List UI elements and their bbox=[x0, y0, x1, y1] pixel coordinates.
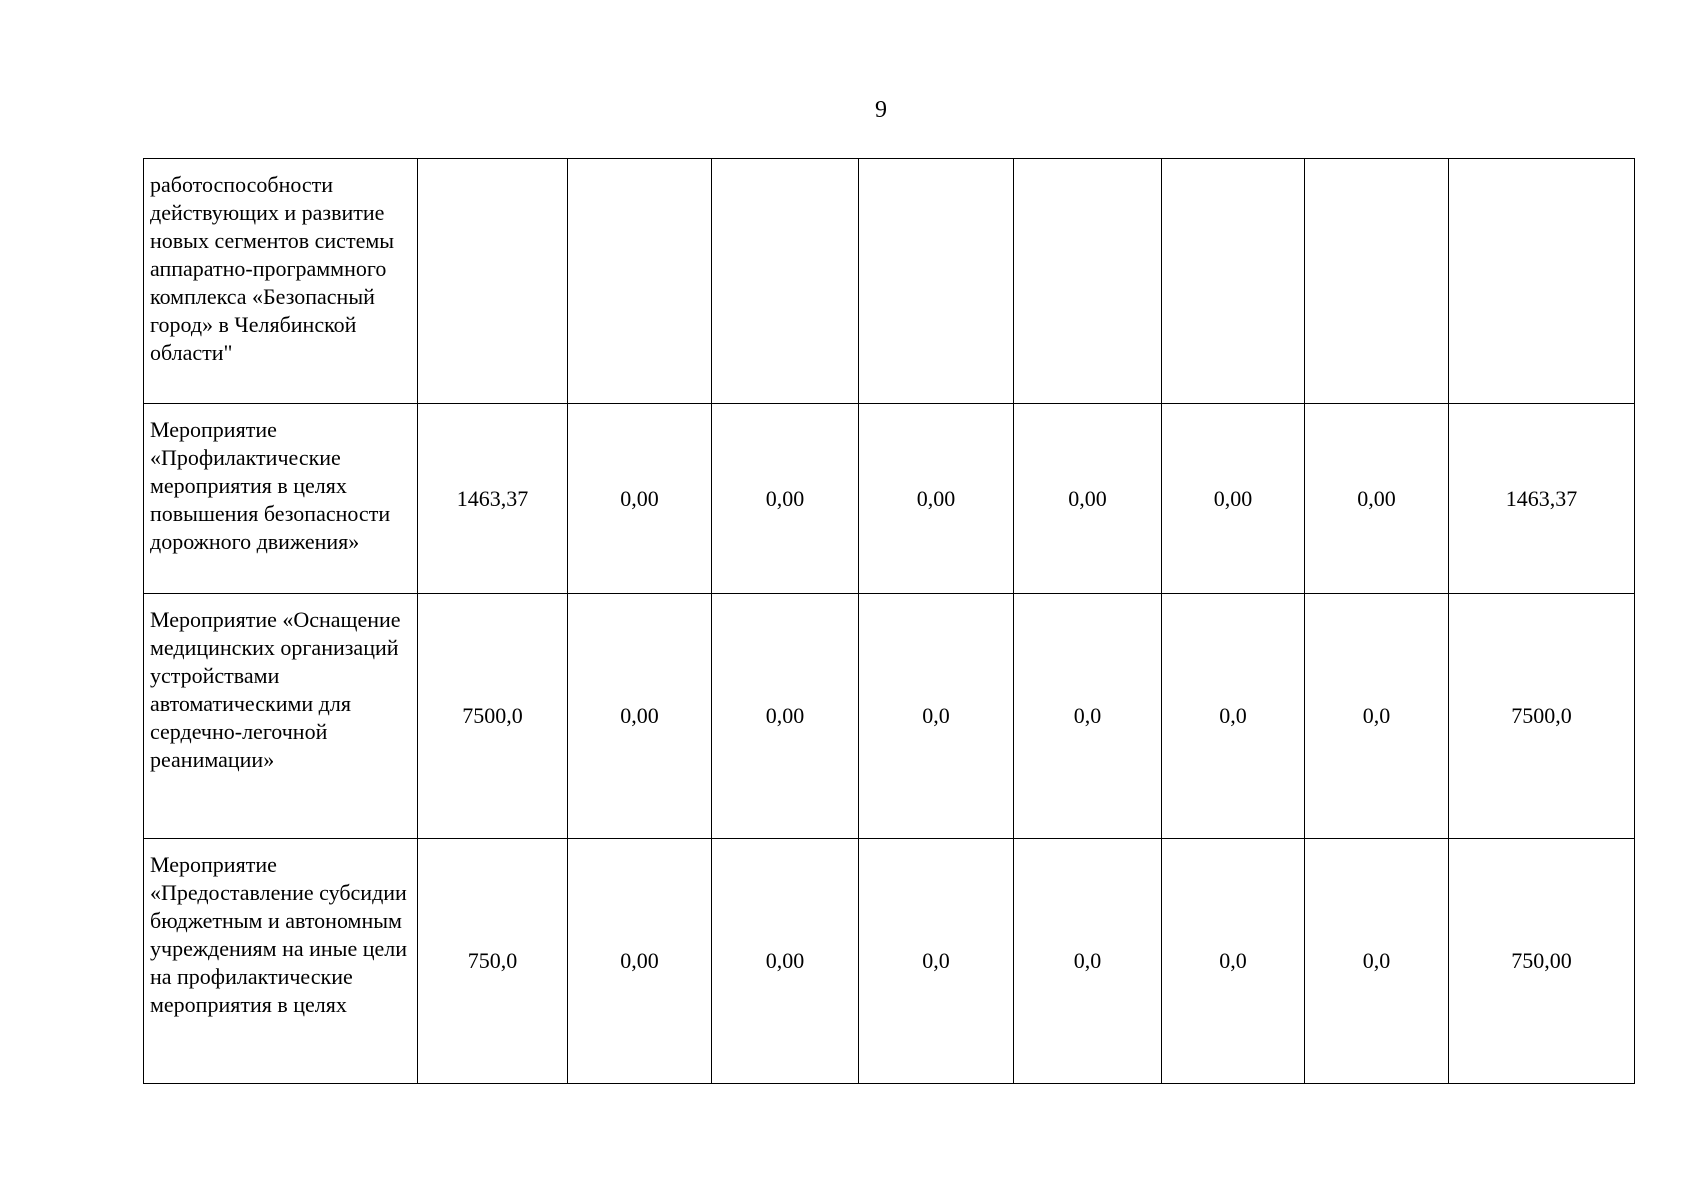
value-cell: 0,00 bbox=[568, 839, 712, 1084]
value-cell: 750,0 bbox=[418, 839, 568, 1084]
row-description: Мероприятие «Профилактические мероприятия в целях повышения безопасности дорожного движения» bbox=[144, 404, 418, 594]
value-cell: 0,00 bbox=[859, 404, 1014, 594]
row-description: Мероприятие «Оснащение медицинских организаций устройствами автоматическими для сердечно-легочной реанимации» bbox=[144, 594, 418, 839]
total-cell: 7500,0 bbox=[1449, 594, 1635, 839]
value-cell: 0,0 bbox=[1305, 594, 1449, 839]
table-row bbox=[144, 159, 1635, 404]
value-cell bbox=[859, 159, 1014, 404]
value-cell bbox=[418, 159, 568, 404]
value-cell bbox=[1014, 159, 1162, 404]
row-description: Мероприятие «Предоставление субсидии бюджетным и автономным учреждениям на иные цели на профилактические мероприятия в целях bbox=[144, 839, 418, 1084]
value-cell: 0,00 bbox=[568, 594, 712, 839]
value-cell: 0,0 bbox=[859, 594, 1014, 839]
table-row bbox=[144, 594, 1635, 839]
value-cell: 0,00 bbox=[712, 594, 859, 839]
value-cell: 0,0 bbox=[1014, 594, 1162, 839]
value-cell: 0,0 bbox=[1162, 839, 1305, 1084]
value-cell bbox=[1162, 159, 1305, 404]
value-cell: 1463,37 bbox=[418, 404, 568, 594]
value-cell: 0,00 bbox=[712, 404, 859, 594]
value-cell: 0,00 bbox=[712, 839, 859, 1084]
value-cell: 0,00 bbox=[568, 404, 712, 594]
value-cell: 0,0 bbox=[859, 839, 1014, 1084]
total-cell bbox=[1449, 159, 1635, 404]
total-cell: 1463,37 bbox=[1449, 404, 1635, 594]
table-row bbox=[144, 839, 1635, 1084]
value-cell: 0,00 bbox=[1305, 404, 1449, 594]
page-number: 9 bbox=[875, 97, 887, 123]
value-cell bbox=[568, 159, 712, 404]
value-cell: 0,0 bbox=[1014, 839, 1162, 1084]
budget-table bbox=[143, 158, 1635, 1084]
value-cell: 0,0 bbox=[1305, 839, 1449, 1084]
value-cell: 7500,0 bbox=[418, 594, 568, 839]
value-cell: 0,00 bbox=[1014, 404, 1162, 594]
total-cell: 750,00 bbox=[1449, 839, 1635, 1084]
value-cell bbox=[712, 159, 859, 404]
value-cell: 0,0 bbox=[1162, 594, 1305, 839]
row-description: работоспособности действующих и развитие новых сегментов системы аппаратно-программного комплекса «Безопасный город» в Челябинской области" bbox=[144, 159, 418, 404]
table-row bbox=[144, 404, 1635, 594]
value-cell bbox=[1305, 159, 1449, 404]
value-cell: 0,00 bbox=[1162, 404, 1305, 594]
